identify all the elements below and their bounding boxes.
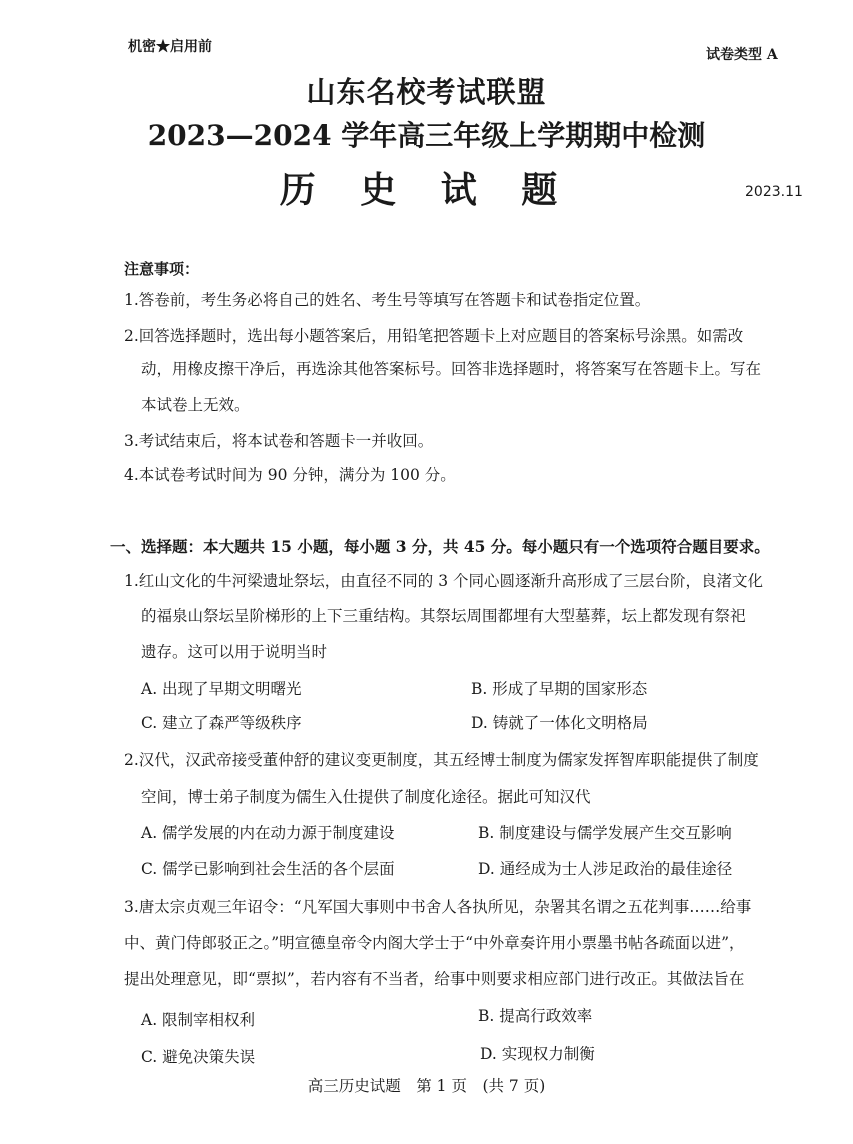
notice-line-6: 4.本试卷考试时间为 90 分钟，满分为 100 分。 [124, 466, 456, 484]
question-1-option-a: A. 出现了早期文明曙光 [141, 680, 302, 698]
question-3-stem-2: 中、黄门侍郎驳正之。”明宣德皇帝令内阁大学士于“中外章奏许用小票墨书帖各疏面以进”， [124, 934, 745, 952]
notice-line-1: 1.答卷前，考生务必将自己的姓名、考生号等填写在答题卡和试卷指定位置。 [124, 291, 651, 309]
question-3-option-c: C. 避免决策失误 [141, 1048, 256, 1066]
notice-line-4: 本试卷上无效。 [141, 396, 250, 414]
question-1-stem-1: 1.红山文化的牛河梁遗址祭坛，由直径不同的 3 个同心圆逐渐升高形成了三层台阶，良渚文化 [124, 572, 764, 590]
question-3-option-a: A. 限制宰相权利 [141, 1011, 256, 1029]
question-1-option-b: B. 形成了早期的国家形态 [471, 680, 648, 698]
question-1-stem-2: 的福泉山祭坛呈阶梯形的上下三重结构。其祭坛周围都埋有大型墓葬，坛上都发现有祭祀 [141, 607, 746, 625]
page-footer: 高三历史试题 第 1 页 (共 7 页) [307, 1077, 546, 1095]
question-3-option-b: B. 提高行政效率 [478, 1007, 593, 1025]
confidential-label: 机密★启用前 [128, 39, 212, 55]
question-1-stem-3: 遗存。这可以用于说明当时 [141, 643, 328, 661]
question-3-stem-1: 3.唐太宗贞观三年诏令：“凡军国大事则中书舍人各执所见，杂署其名谓之五花判事……给事 [124, 898, 752, 916]
notice-heading: 注意事项： [124, 260, 200, 278]
question-1-option-d: D. 铸就了一体化文明格局 [471, 714, 648, 732]
question-1-option-c: C. 建立了森严等级秩序 [141, 714, 302, 732]
question-3-stem-3: 提出处理意见，即“票拟”，若内容有不当者，给事中则要求相应部门进行改正。其做法旨在 [124, 970, 745, 988]
question-2-option-b: B. 制度建设与儒学发展产生交互影响 [478, 824, 732, 842]
exam-title: 2023—2024 学年高三年级上学期期中检测 [147, 119, 706, 152]
question-2-stem-2: 空间，博士弟子制度为儒生入仕提供了制度化途径。据此可知汉代 [141, 788, 591, 806]
notice-line-2: 2.回答选择题时，选出每小题答案后，用铅笔把答题卡上对应题目的答案标号涂黑。如需改 [124, 327, 744, 345]
subject-title: 历 史 试 题 [279, 169, 574, 211]
exam-date: 2023.11 [745, 184, 803, 200]
section-heading: 一、选择题：本大题共 15 小题，每小题 3 分，共 45 分。每小题只有一个选项符合题目要求。 [110, 537, 770, 556]
question-2-option-d: D. 通经成为士人涉足政治的最佳途径 [478, 860, 733, 878]
notice-line-5: 3.考试结束后，将本试卷和答题卡一并收回。 [124, 432, 434, 450]
alliance-title: 山东名校考试联盟 [306, 75, 547, 109]
notice-line-3: 动，用橡皮擦干净后，再选涂其他答案标号。回答非选择题时，将答案写在答题卡上。写在 [141, 360, 762, 378]
question-2-option-a: A. 儒学发展的内在动力源于制度建设 [141, 824, 395, 842]
paper-type-label: 试卷类型 A [706, 47, 778, 63]
question-2-option-c: C. 儒学已影响到社会生活的各个层面 [141, 860, 395, 878]
question-3-option-d: D. 实现权力制衡 [480, 1045, 595, 1063]
question-2-stem-1: 2.汉代，汉武帝接受董仲舒的建议变更制度，其五经博士制度为儒家发挥智库职能提供了制度 [124, 751, 759, 769]
